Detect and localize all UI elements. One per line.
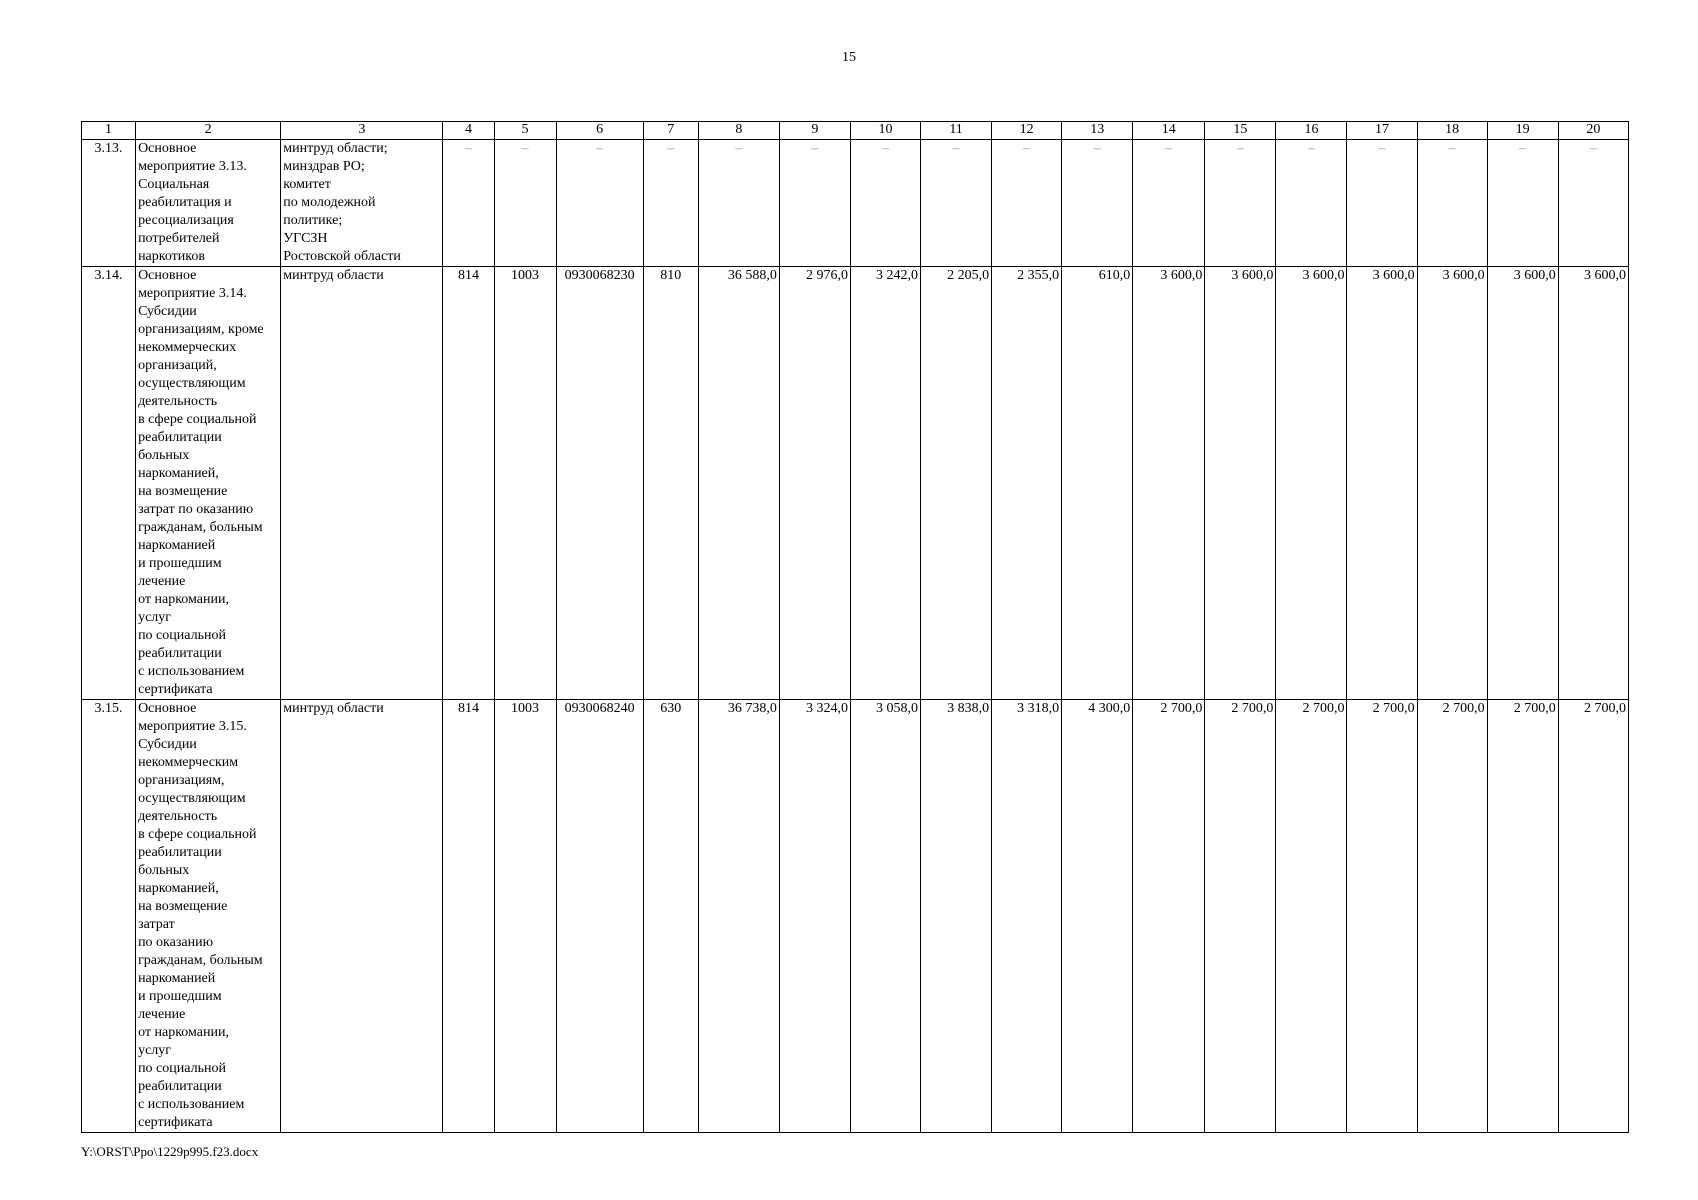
column-header: 11 — [921, 122, 992, 140]
table-cell: – — [779, 140, 850, 267]
table-cell: 3 600,0 — [1133, 267, 1205, 700]
column-header: 6 — [556, 122, 643, 140]
table-cell: 3 600,0 — [1417, 267, 1487, 700]
file-path-footer: Y:\ORST\Ppo\1229p995.f23.docx — [81, 1144, 259, 1159]
table-row — [82, 267, 1629, 700]
column-header: 12 — [992, 122, 1062, 140]
table-cell: – — [643, 140, 698, 267]
table-cell: 810 — [643, 267, 698, 700]
table-cell: – — [992, 140, 1062, 267]
table-cell: 610,0 — [1062, 267, 1133, 700]
table-cell: – — [443, 140, 494, 267]
table-cell: 2 355,0 — [992, 267, 1062, 700]
table-row — [82, 700, 1629, 1133]
column-header: 20 — [1558, 122, 1628, 140]
column-header: 17 — [1347, 122, 1417, 140]
table-cell: 814 — [443, 267, 494, 700]
table-cell: 2 700,0 — [1347, 700, 1417, 1133]
column-number-row — [82, 122, 1629, 140]
table-cell: 2 700,0 — [1133, 700, 1205, 1133]
table-row — [82, 140, 1629, 267]
activity-name: Основное мероприятие 3.15. Субсидии некоммерческим организациям, осуществляющим деятельность в сфере социальной реабилитации больных наркоманией, на возмещение затрат по оказанию гражданам, больным наркоманией и прошедшим лечение от наркомании, услуг по социальной реабилитации с использованием сертификата — [136, 700, 281, 1133]
table-cell: – — [494, 140, 556, 267]
table-cell: 814 — [443, 700, 494, 1133]
table-cell: 3 600,0 — [1205, 267, 1276, 700]
column-header: 1 — [82, 122, 136, 140]
table-cell: 2 205,0 — [921, 267, 992, 700]
row-number: 3.14. — [82, 267, 136, 700]
table-cell: – — [850, 140, 920, 267]
column-header: 13 — [1062, 122, 1133, 140]
table-cell: 3 600,0 — [1276, 267, 1347, 700]
table-cell: 2 700,0 — [1276, 700, 1347, 1133]
table-cell: 2 700,0 — [1205, 700, 1276, 1133]
table-cell: 0930068230 — [556, 267, 643, 700]
table-cell: – — [1347, 140, 1417, 267]
table-cell: – — [556, 140, 643, 267]
executor: минтруд области — [281, 700, 443, 1133]
table-cell: 3 324,0 — [779, 700, 850, 1133]
table-cell: 0930068240 — [556, 700, 643, 1133]
table-cell: 3 838,0 — [921, 700, 992, 1133]
table-cell: – — [1558, 140, 1628, 267]
page-number: 15 — [842, 50, 856, 65]
table-cell: – — [1062, 140, 1133, 267]
column-header: 15 — [1205, 122, 1276, 140]
table-cell: 3 600,0 — [1487, 267, 1558, 700]
column-header: 7 — [643, 122, 698, 140]
table-cell: – — [1276, 140, 1347, 267]
executor: минтруд области — [281, 267, 443, 700]
table-cell: 630 — [643, 700, 698, 1133]
column-header: 16 — [1276, 122, 1347, 140]
column-header: 4 — [443, 122, 494, 140]
program-table — [81, 121, 1629, 1133]
column-header: 8 — [698, 122, 779, 140]
table-cell: 1003 — [494, 267, 556, 700]
column-header: 5 — [494, 122, 556, 140]
column-header: 14 — [1133, 122, 1205, 140]
column-header: 19 — [1487, 122, 1558, 140]
row-number: 3.15. — [82, 700, 136, 1133]
table-cell: 3 600,0 — [1558, 267, 1628, 700]
column-header: 3 — [281, 122, 443, 140]
column-header: 2 — [136, 122, 281, 140]
table-cell: 2 700,0 — [1417, 700, 1487, 1133]
table-cell: 36 738,0 — [698, 700, 779, 1133]
activity-name: Основное мероприятие 3.14. Субсидии организациям, кроме некоммерческих организаций, осуществляющим деятельность в сфере социальной реабилитации больных наркоманией, на возмещение затрат по оказанию гражданам, больным наркоманией и прошедшим лечение от наркомании, услуг по социальной реабилитации с использованием сертификата — [136, 267, 281, 700]
table-cell: – — [1487, 140, 1558, 267]
table-cell: 1003 — [494, 700, 556, 1133]
column-header: 18 — [1417, 122, 1487, 140]
table-cell: 3 600,0 — [1347, 267, 1417, 700]
table-cell: 2 976,0 — [779, 267, 850, 700]
table-cell: 2 700,0 — [1487, 700, 1558, 1133]
table-cell: – — [921, 140, 992, 267]
table-cell: 3 242,0 — [850, 267, 920, 700]
table-cell: – — [1417, 140, 1487, 267]
table-cell: 2 700,0 — [1558, 700, 1628, 1133]
column-header: 9 — [779, 122, 850, 140]
table-cell: 36 588,0 — [698, 267, 779, 700]
row-number: 3.13. — [82, 140, 136, 267]
executor: минтруд области; минздрав РО; комитет по молодежной политике; УГСЗН Ростовской области — [281, 140, 443, 267]
table-cell: 3 058,0 — [850, 700, 920, 1133]
table-cell: 3 318,0 — [992, 700, 1062, 1133]
table-cell: – — [1205, 140, 1276, 267]
table-cell: – — [1133, 140, 1205, 267]
activity-name: Основное мероприятие 3.13. Социальная реабилитация и ресоциализация потребителей наркотиков — [136, 140, 281, 267]
table-cell: 4 300,0 — [1062, 700, 1133, 1133]
table-cell: – — [698, 140, 779, 267]
column-header: 10 — [850, 122, 920, 140]
